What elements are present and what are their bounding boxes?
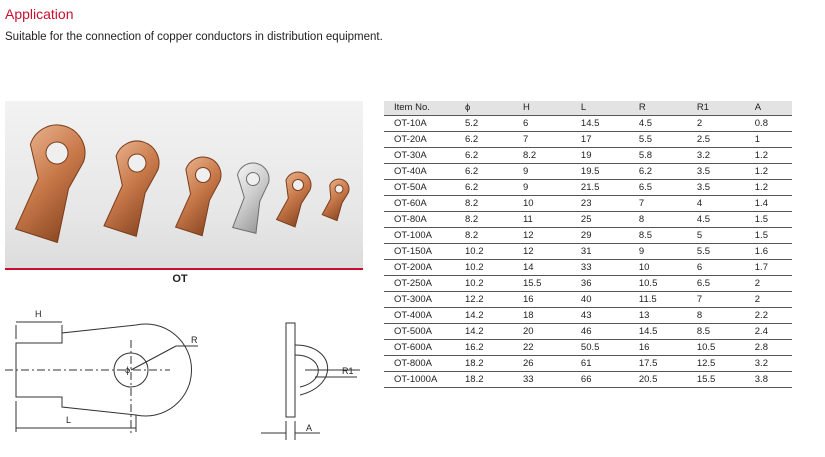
- table-cell: 8: [687, 308, 745, 324]
- table-cell: 5.5: [687, 244, 745, 260]
- table-cell: 2.5: [687, 132, 745, 148]
- table-cell: 9: [513, 180, 571, 196]
- table-cell: 5.2: [455, 116, 513, 132]
- table-cell: 25: [571, 212, 629, 228]
- table-cell: 2: [745, 276, 792, 292]
- table-cell: 4: [687, 196, 745, 212]
- table-cell: 33: [513, 372, 571, 388]
- table-row: [384, 180, 792, 196]
- table-cell: 26: [513, 356, 571, 372]
- table-cell: 16: [513, 292, 571, 308]
- table-cell: 36: [571, 276, 629, 292]
- table-cell: 31: [571, 244, 629, 260]
- dim-label-a: A: [306, 423, 313, 433]
- table-cell: 15.5: [687, 372, 745, 388]
- table-cell: 6.2: [455, 164, 513, 180]
- table-cell: 14.2: [455, 324, 513, 340]
- table-cell: 3.5: [687, 180, 745, 196]
- terminal-small: [318, 176, 352, 221]
- table-cell: 5.5: [629, 132, 687, 148]
- table-cell: 1.5: [745, 228, 792, 244]
- table-cell: 20.5: [629, 372, 687, 388]
- table-cell: 23: [571, 196, 629, 212]
- table-cell: OT-500A: [384, 324, 455, 340]
- table-cell: 14: [513, 260, 571, 276]
- table-cell: 19.5: [571, 164, 629, 180]
- table-cell: OT-300A: [384, 292, 455, 308]
- table-cell: 11.5: [629, 292, 687, 308]
- table-cell: OT-600A: [384, 340, 455, 356]
- terminal-large: [5, 118, 92, 243]
- table-cell: 4.5: [687, 212, 745, 228]
- table-cell: 14.2: [455, 308, 513, 324]
- col-h: H: [513, 101, 571, 116]
- table-cell: OT-400A: [384, 308, 455, 324]
- dimension-drawing: [5, 295, 365, 455]
- table-cell: 29: [571, 228, 629, 244]
- table-cell: 8.2: [455, 228, 513, 244]
- table-cell: 3.5: [687, 164, 745, 180]
- table-cell: OT-40A: [384, 164, 455, 180]
- dim-label-phi: ϕ: [125, 365, 131, 375]
- table-cell: 10: [513, 196, 571, 212]
- page-subtitle: Suitable for the connection of copper conductors in distribution equipment.: [5, 31, 383, 43]
- terminal-tinned: [225, 160, 273, 234]
- table-cell: 10: [629, 260, 687, 276]
- table-cell: 7: [687, 292, 745, 308]
- table-cell: 1.5: [745, 212, 792, 228]
- table-cell: 16: [629, 340, 687, 356]
- table-cell: 21.5: [571, 180, 629, 196]
- table-cell: 8.2: [455, 212, 513, 228]
- table-cell: 19: [571, 148, 629, 164]
- table-cell: 7: [513, 132, 571, 148]
- table-cell: 16.2: [455, 340, 513, 356]
- table-row: [384, 276, 792, 292]
- table-cell: 1.4: [745, 196, 792, 212]
- table-cell: 17: [571, 132, 629, 148]
- photo-caption: OT: [172, 273, 188, 285]
- dim-label-r: R: [191, 335, 198, 345]
- col-phi: ϕ: [455, 101, 513, 116]
- terminal-5: [271, 168, 315, 227]
- table-cell: OT-150A: [384, 244, 455, 260]
- table-cell: 2: [745, 292, 792, 308]
- table-cell: 1.2: [745, 148, 792, 164]
- table-cell: OT-50A: [384, 180, 455, 196]
- table-cell: 12.5: [687, 356, 745, 372]
- table-cell: 1.6: [745, 244, 792, 260]
- table-cell: 22: [513, 340, 571, 356]
- table-row: [384, 244, 792, 260]
- table-row: [384, 228, 792, 244]
- col-a: A: [745, 101, 792, 116]
- table-cell: 18.2: [455, 356, 513, 372]
- terminal-2: [94, 135, 164, 236]
- table-header-row: [384, 101, 792, 116]
- product-photo: [5, 101, 363, 268]
- table-cell: 10.5: [687, 340, 745, 356]
- table-cell: 6.2: [629, 164, 687, 180]
- table-cell: 7: [629, 196, 687, 212]
- table-cell: 18: [513, 308, 571, 324]
- table-cell: 12: [513, 244, 571, 260]
- col-r1: R1: [687, 101, 745, 116]
- table-cell: 33: [571, 260, 629, 276]
- table-cell: 20: [513, 324, 571, 340]
- table-cell: 8.2: [455, 196, 513, 212]
- table-cell: OT-60A: [384, 196, 455, 212]
- col-l: L: [571, 101, 629, 116]
- table-cell: 12: [513, 228, 571, 244]
- table-cell: 5.8: [629, 148, 687, 164]
- table-cell: 1.2: [745, 180, 792, 196]
- table-cell: 4.5: [629, 116, 687, 132]
- dim-label-l: L: [66, 415, 72, 425]
- table-cell: 2: [687, 116, 745, 132]
- table-cell: 10.2: [455, 276, 513, 292]
- table-row: [384, 308, 792, 324]
- table-row: [384, 324, 792, 340]
- table-cell: 17.5: [629, 356, 687, 372]
- table-cell: 50.5: [571, 340, 629, 356]
- table-cell: 46: [571, 324, 629, 340]
- table-cell: 6.5: [687, 276, 745, 292]
- dim-label-r1: R1: [342, 366, 354, 376]
- table-row: [384, 356, 792, 372]
- table-cell: 10.2: [455, 244, 513, 260]
- table-cell: 1.2: [745, 164, 792, 180]
- table-cell: OT-30A: [384, 148, 455, 164]
- table-row: [384, 196, 792, 212]
- table-cell: OT-1000A: [384, 372, 455, 388]
- col-r: R: [629, 101, 687, 116]
- table-cell: OT-80A: [384, 212, 455, 228]
- table-cell: 9: [513, 164, 571, 180]
- table-cell: 18.2: [455, 372, 513, 388]
- table-cell: 9: [629, 244, 687, 260]
- table-cell: 2.8: [745, 340, 792, 356]
- table-cell: 6.2: [455, 132, 513, 148]
- table-row: [384, 260, 792, 276]
- table-row: [384, 132, 792, 148]
- table-cell: 3.2: [745, 356, 792, 372]
- table-cell: 8.2: [513, 148, 571, 164]
- table-row: [384, 148, 792, 164]
- table-cell: OT-800A: [384, 356, 455, 372]
- table-cell: OT-100A: [384, 228, 455, 244]
- table-cell: 66: [571, 372, 629, 388]
- table-row: [384, 212, 792, 228]
- table-row: [384, 116, 792, 132]
- table-cell: 8.5: [687, 324, 745, 340]
- table-cell: 12.2: [455, 292, 513, 308]
- table-cell: 13: [629, 308, 687, 324]
- table-cell: OT-20A: [384, 132, 455, 148]
- table-cell: 14.5: [629, 324, 687, 340]
- table-cell: 8: [629, 212, 687, 228]
- photo-divider: [5, 268, 363, 270]
- dim-label-h: H: [35, 309, 42, 319]
- table-cell: 5: [687, 228, 745, 244]
- table-cell: 15.5: [513, 276, 571, 292]
- table-cell: 14.5: [571, 116, 629, 132]
- page-heading: Application: [5, 6, 74, 22]
- table-cell: 2.2: [745, 308, 792, 324]
- table-row: [384, 340, 792, 356]
- table-cell: 3.2: [687, 148, 745, 164]
- col-item-no: Item No.: [384, 101, 455, 116]
- table-cell: 11: [513, 212, 571, 228]
- table-cell: OT-250A: [384, 276, 455, 292]
- table-cell: 8.5: [629, 228, 687, 244]
- table-cell: 10.5: [629, 276, 687, 292]
- table-cell: 6.2: [455, 148, 513, 164]
- table-row: [384, 292, 792, 308]
- spec-table: [384, 101, 792, 388]
- table-row: [384, 372, 792, 388]
- table-cell: 6.5: [629, 180, 687, 196]
- top-view: [5, 322, 198, 435]
- terminal-3: [168, 152, 226, 235]
- table-cell: 61: [571, 356, 629, 372]
- table-cell: 43: [571, 308, 629, 324]
- table-cell: 2.4: [745, 324, 792, 340]
- table-cell: 6: [513, 116, 571, 132]
- table-cell: 6: [687, 260, 745, 276]
- table-cell: OT-200A: [384, 260, 455, 276]
- table-cell: 1: [745, 132, 792, 148]
- table-cell: 1.7: [745, 260, 792, 276]
- table-row: [384, 164, 792, 180]
- table-cell: 6.2: [455, 180, 513, 196]
- table-cell: 0.8: [745, 116, 792, 132]
- table-cell: OT-10A: [384, 116, 455, 132]
- table-cell: 3.8: [745, 372, 792, 388]
- table-cell: 40: [571, 292, 629, 308]
- table-cell: 10.2: [455, 260, 513, 276]
